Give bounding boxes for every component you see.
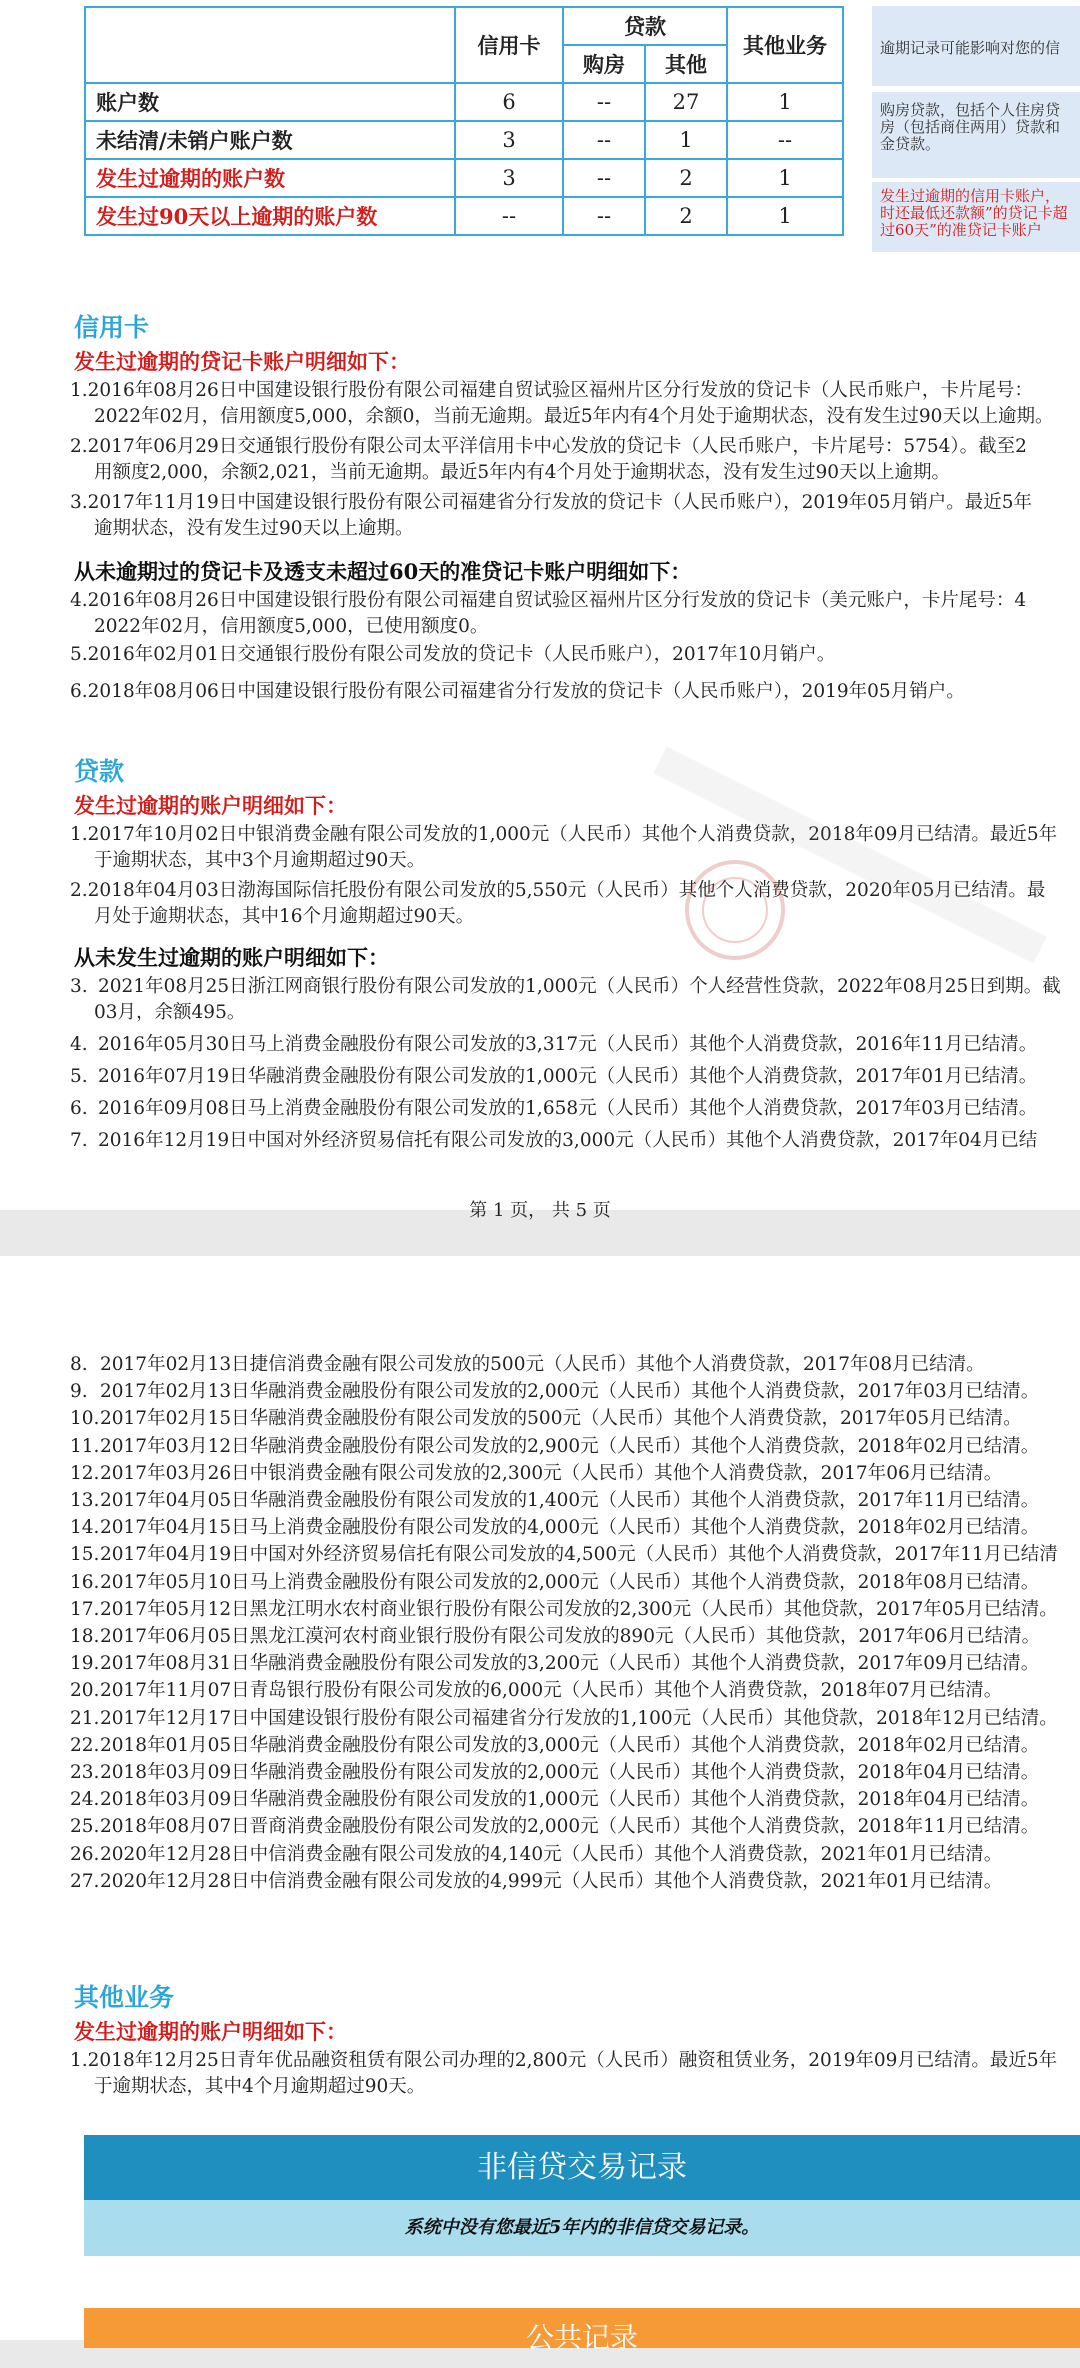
list-item: 12.2017年03月26日中银消费金融有限公司发放的2,300元（人民币）其他个人消费贷款，2017年06月已结清。 [70,1462,1003,1484]
cell-loan-other: 2 [645,197,727,235]
list-item: 14.2017年04月15日马上消费金融股份有限公司发放的4,000元（人民币）其他个人消费贷款，2018年02月已结清。 [70,1517,1040,1539]
row-label: 账户数 [85,83,455,121]
list-item: 26.2020年12月28日中信消费金融有限公司发放的4,140元（人民币）其他个人消费贷款，2021年01月已结清。 [70,1843,1003,1865]
summary-row [85,121,843,159]
list-item: 4.2016年08月26日中国建设银行股份有限公司福建自贸试验区福州片区分行发放的贷记卡（美元账户，卡片尾号：4 2022年02月，信用额度5,000，已使用额度0。 [70,590,1027,637]
summary-note-1: 逾期记录可能影响对您的信 [872,6,1080,86]
cell-other-business: 1 [727,197,843,235]
header-loan-other: 其他 [645,45,727,83]
list-item: 25.2018年08月07日晋商消费金融股份有限公司发放的2,000元（人民币）其他个人消费贷款，2018年11月已结清。 [70,1816,1040,1838]
list-item: 15.2017年04月19日中国对外经济贸易信托有限公司发放的4,500元（人民币）其他个人消费贷款，2017年11月已结清 [70,1544,1058,1566]
page-number: 第 1 页， 共 5 页 [469,1200,611,1221]
list-item: 17.2017年05月12日黑龙江明水农村商业银行股份有限公司发放的2,300元（人民币）其他贷款，2017年05月已结清。 [70,1598,1058,1620]
list-item: 22.2018年01月05日华融消费金融股份有限公司发放的3,000元（人民币）其他个人消费贷款，2018年02月已结清。 [70,1734,1040,1756]
list-item: 21.2017年12月17日中国建设银行股份有限公司福建省分行发放的1,100元（人民币）其他贷款，2018年12月已结清。 [70,1707,1058,1729]
list-item: 1.2018年12月25日青年优品融资租赁有限公司办理的2,800元（人民币）融资租赁业务，2019年09月已结清。最近5年 于逾期状态，其中4个月逾期超过90天。 [70,2050,1058,2097]
list-item: 3. 2021年08月25日浙江网商银行股份有限公司发放的1,000元（人民币）个人经营性贷款，2022年08月25日到期。截 03月，余额495。 [70,976,1061,1023]
summary-row [85,83,843,121]
summary-corner-cell [85,7,455,83]
cell-credit-card: 3 [455,121,563,159]
list-item: 8. 2017年02月13日捷信消费金融有限公司发放的500元（人民币）其他个人消费贷款，2017年08月已结清。 [70,1354,985,1375]
public-records-banner-title: 公共记录 [84,2308,1080,2348]
list-item: 23.2018年03月09日华融消费金融股份有限公司发放的2,000元（人民币）其他个人消费贷款，2018年04月已结清。 [70,1762,1040,1783]
list-item: 13.2017年04月05日华融消费金融股份有限公司发放的1,400元（人民币）其他个人消费贷款，2017年11月已结清。 [70,1490,1040,1511]
cell-house: -- [563,83,645,121]
list-item: 11.2017年03月12日华融消费金融股份有限公司发放的2,900元（人民币）其他个人消费贷款，2018年02月已结清。 [70,1435,1040,1457]
cell-house: -- [563,159,645,197]
cell-credit-card: 3 [455,159,563,197]
cell-loan-other: 2 [645,159,727,197]
list-item: 1.2016年08月26日中国建设银行股份有限公司福建自贸试验区福州片区分行发放的贷记卡（人民币账户，卡片尾号： 2022年02月，信用额度5,000，余额0，当前无逾期。最近5年内有4个月处于逾期状态，没有发生过90天以上逾期。 [70,380,1054,427]
list-item: 1.2017年10月02日中银消费金融有限公司发放的1,000元（人民币）其他个人消费贷款，2018年09月已结清。最近5年 于逾期状态，其中3个月逾期超过90天。 [70,824,1058,871]
row-label: 未结清/未销户账户数 [85,121,455,159]
list-item: 2.2017年06月29日交通银行股份有限公司太平洋信用卡中心发放的贷记卡（人民币账户，卡片尾号：5754）。截至2 用额度2,000，余额2,021，当前无逾期。最近5年内有4个月处于逾期状态，没有发生过90天以上逾期。 [70,436,1027,483]
summary-table [84,6,844,236]
row-label: 发生过逾期的账户数 [85,159,455,197]
list-item: 9. 2017年02月13日华融消费金融股份有限公司发放的2,000元（人民币）其他个人消费贷款，2017年03月已结清。 [70,1381,1040,1403]
cell-loan-other: 1 [645,121,727,159]
list-item: 20.2017年11月07日青岛银行股份有限公司发放的6,000元（人民币）其他个人消费贷款，2018年07月已结清。 [70,1680,1003,1702]
list-item: 4. 2016年05月30日马上消费金融股份有限公司发放的3,317元（人民币）其他个人消费贷款，2016年11月已结清。 [70,1034,1038,1055]
list-item: 6.2018年08月06日中国建设银行股份有限公司福建省分行发放的贷记卡（人民币账户），2019年05月销户。 [70,681,965,702]
non-credit-banner-title: 非信贷交易记录 [84,2135,1080,2200]
cell-house: -- [563,197,645,235]
summary-row [85,197,843,235]
other-overdue-title: 发生过逾期的账户明细如下： [74,2019,347,2044]
list-item: 6. 2016年09月08日马上消费金融股份有限公司发放的1,658元（人民币）其他个人消费贷款，2017年03月已结清。 [70,1098,1038,1119]
cell-credit-card: 6 [455,83,563,121]
cell-other-business: 1 [727,83,843,121]
list-item: 24.2018年03月09日华融消费金融股份有限公司发放的1,000元（人民币）其他个人消费贷款，2018年04月已结清。 [70,1789,1040,1811]
list-item: 2.2018年04月03日渤海国际信托股份有限公司发放的5,550元（人民币）其他个人消费贷款，2020年05月已结清。最 月处于逾期状态，其中16个月逾期超过90天。 [70,880,1046,927]
credit-normal-title: 从未逾期过的贷记卡及透支未超过60天的准贷记卡账户明细如下： [74,559,692,584]
list-item: 10.2017年02月15日华融消费金融股份有限公司发放的500元（人民币）其他个人消费贷款，2017年05月已结清。 [70,1408,1022,1430]
header-other-business: 其他业务 [727,7,843,83]
list-item: 7. 2016年12月19日中国对外经济贸易信托有限公司发放的3,000元（人民币）其他个人消费贷款，2017年04月已结 [70,1130,1038,1151]
cell-other-business: -- [727,121,843,159]
header-house: 购房 [563,45,645,83]
cell-loan-other: 27 [645,83,727,121]
cell-house: -- [563,121,645,159]
loan-normal-title: 从未发生过逾期的账户明细如下： [74,945,389,970]
header-credit-card: 信用卡 [455,7,563,83]
list-item: 5.2016年02月01日交通银行股份有限公司发放的贷记卡（人民币账户），2017年10月销户。 [70,644,836,665]
non-credit-message: 系统中没有您最近5年内的非信贷交易记录。 [84,2200,1080,2256]
loan-section-title: 贷款 [74,757,125,786]
list-item: 5. 2016年07月19日华融消费金融股份有限公司发放的1,000元（人民币）其他个人消费贷款，2017年01月已结清。 [70,1066,1038,1087]
list-item: 19.2017年08月31日华融消费金融股份有限公司发放的3,200元（人民币）其他个人消费贷款，2017年09月已结清。 [70,1653,1040,1675]
credit-card-section-title: 信用卡 [74,313,150,342]
cell-other-business: 1 [727,159,843,197]
list-item: 27.2020年12月28日中信消费金融有限公司发放的4,999元（人民币）其他个人消费贷款，2021年01月已结清。 [70,1870,1003,1892]
cell-credit-card: -- [455,197,563,235]
list-item: 3.2017年11月19日中国建设银行股份有限公司福建省分行发放的贷记卡（人民币账户），2019年05月销户。最近5年 逾期状态，没有发生过90天以上逾期。 [70,492,1032,539]
summary-note-3: 发生过逾期的信用卡账户，时还最低还款额”的贷记卡超过60天”的准贷记卡账户 [872,182,1080,252]
other-business-section-title: 其他业务 [74,1983,175,2012]
loan-overdue-title: 发生过逾期的账户明细如下： [74,793,347,818]
header-loan: 贷款 [563,7,727,45]
summary-row [85,159,843,197]
summary-note-2: 购房贷款，包括个人住房贷房（包括商住两用）贷款和金贷款。 [872,92,1080,178]
list-item: 16.2017年05月10日马上消费金融股份有限公司发放的2,000元（人民币）其他个人消费贷款，2018年08月已结清。 [70,1571,1040,1593]
credit-overdue-title: 发生过逾期的贷记卡账户明细如下： [74,349,410,374]
list-item: 18.2017年06月05日黑龙江漠河农村商业银行股份有限公司发放的890元（人民币）其他贷款，2017年06月已结清。 [70,1626,1041,1647]
row-label: 发生过90天以上逾期的账户数 [85,197,455,235]
